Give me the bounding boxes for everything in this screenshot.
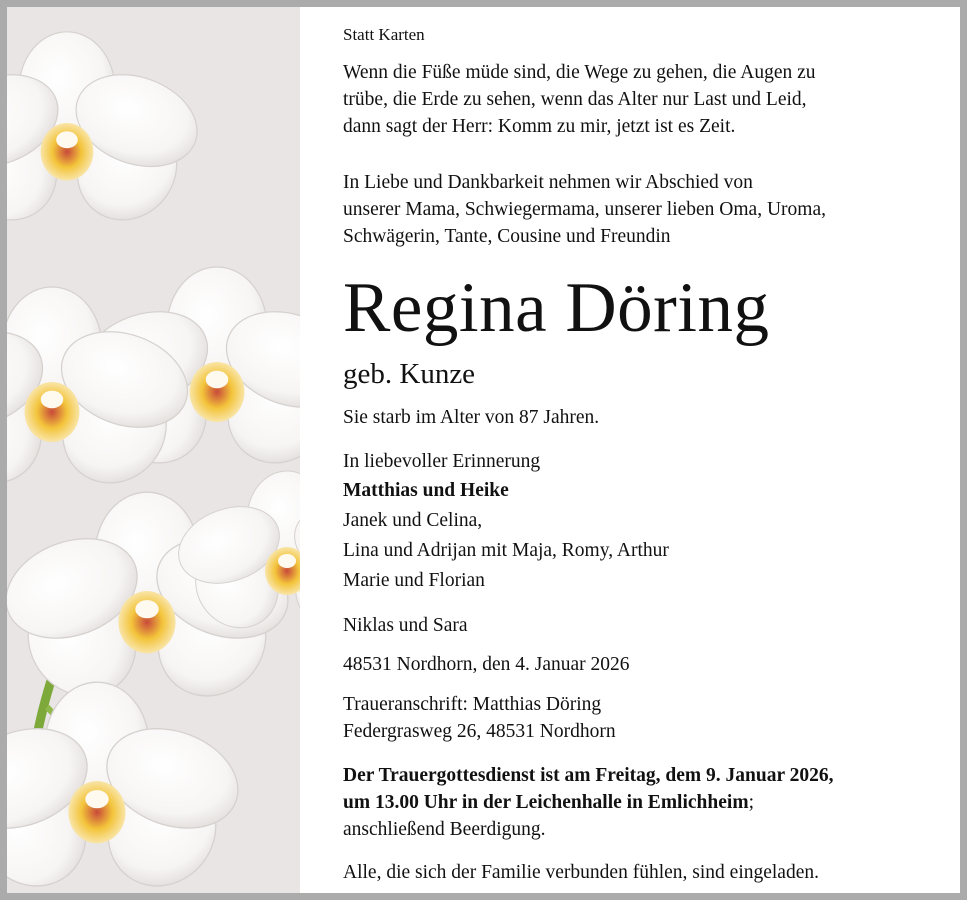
mourners-heading: In liebevoller Erinnerung	[343, 451, 541, 472]
closing-line: Alle, die sich der Familie verbunden fühlen, sind eingeladen.	[343, 862, 819, 883]
mourners-line-3: Marie und Florian	[343, 570, 485, 591]
orchid-photo	[7, 7, 300, 893]
verse-line-1: Wenn die Füße müde sind, die Wege zu gehen, die Augen zu	[343, 62, 816, 83]
obituary-card	[7, 7, 960, 893]
address-line-2: Federgrasweg 26, 48531 Nordhorn	[343, 721, 616, 742]
statt-karten: Statt Karten	[343, 25, 425, 44]
mourners-line-1: Janek und Celina,	[343, 510, 483, 531]
mourners-line-2: Lina und Adrijan mit Maja, Romy, Arthur	[343, 540, 669, 561]
mourners-primary: Matthias und Heike	[343, 480, 509, 501]
service-line-2-tail: ;	[748, 792, 754, 813]
place-date: 48531 Nordhorn, den 4. Januar 2026	[343, 654, 630, 675]
intro-line-2: unserer Mama, Schwiegermama, unserer lieben Oma, Uroma,	[343, 199, 826, 220]
intro-line-3: Schwägerin, Tante, Cousine und Freundin	[343, 226, 671, 247]
verse-line-2: trübe, die Erde zu sehen, wenn das Alter nur Last und Leid,	[343, 89, 807, 110]
service-line-2	[343, 790, 754, 816]
verse-line-3: dann sagt der Herr: Komm zu mir, jetzt ist es Zeit.	[343, 116, 736, 137]
service-line-3: anschließend Beerdigung.	[343, 819, 546, 840]
intro-line-1: In Liebe und Dankbarkeit nehmen wir Abschied von	[343, 172, 753, 193]
service-line-1: Der Trauergottesdienst ist am Freitag, dem 9. Januar 2026,	[343, 765, 834, 786]
address-line-1: Traueranschrift: Matthias Döring	[343, 694, 602, 715]
age-note: Sie starb im Alter von 87 Jahren.	[343, 407, 600, 428]
mourners-extra: Niklas und Sara	[343, 615, 468, 636]
deceased-name: Regina Döring	[343, 269, 770, 347]
service-line-2-bold: um 13.00 Uhr in der Leichenhalle in Emlichheim	[343, 792, 749, 813]
orchid-illustration	[7, 7, 300, 893]
maiden-name: geb. Kunze	[343, 358, 476, 390]
